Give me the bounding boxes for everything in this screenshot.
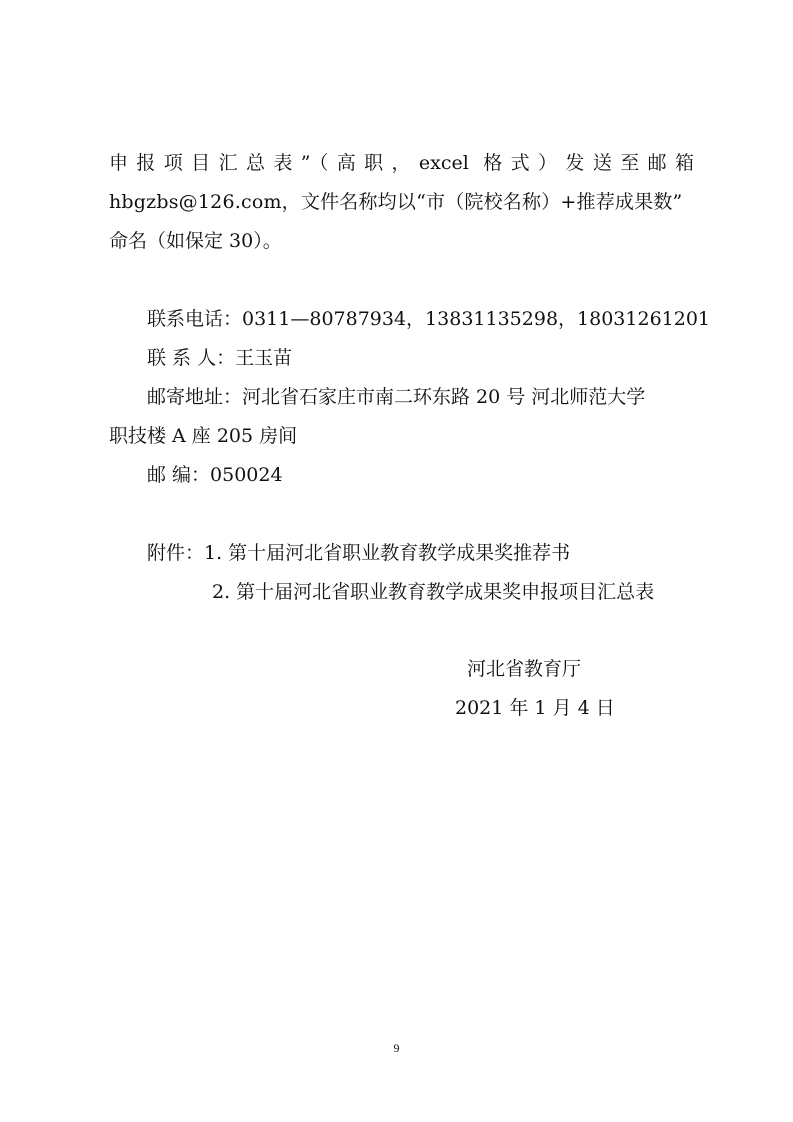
attachment-2: 2. 第十届河北省职业教育教学成果奖申报项目汇总表	[212, 581, 655, 603]
postcode: 邮 编：050024	[147, 464, 283, 486]
contact-person: 联 系 人：王玉苗	[147, 347, 293, 369]
mail-address-line-2: 职技楼 A 座 205 房间	[109, 425, 298, 447]
signature-date: 2021 年 1 月 4 日	[455, 697, 615, 719]
contact-phone: 联系电话：0311—80787934，13831135298，18031261201	[147, 308, 711, 330]
page-number: 9	[393, 1041, 400, 1055]
mail-address-line-1: 邮寄地址：河北省石家庄市南二环东路 20 号 河北师范大学	[147, 386, 646, 408]
paragraph-line-3: 命名（如保定 30）。	[109, 230, 282, 252]
paragraph-line-1: 申报项目汇总表”（高职，excel 格式）发送至邮箱	[109, 152, 694, 174]
signature-organization: 河北省教育厅	[467, 658, 582, 680]
paragraph-line-2: hbgzbs@126.com，文件名称均以“市（院校名称）+推荐成果数”	[109, 191, 683, 213]
attachment-1: 附件：1. 第十届河北省职业教育教学成果奖推荐书	[147, 542, 571, 564]
